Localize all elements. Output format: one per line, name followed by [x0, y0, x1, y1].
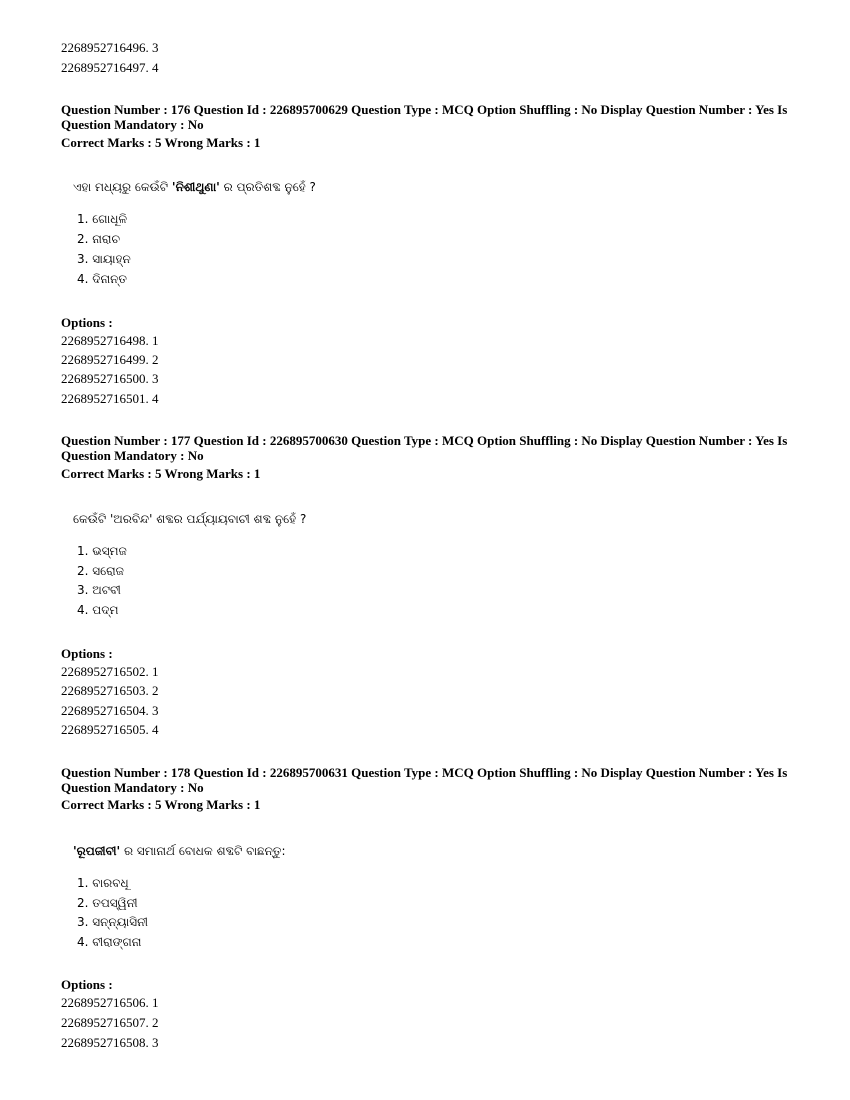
question-text: [73, 844, 286, 859]
option-number: 3: [152, 40, 159, 55]
option-id: 2268952716506: [61, 995, 146, 1010]
answer-choice: 3. ସନ୍ନ୍ୟାସିନୀ: [77, 915, 148, 929]
option-row: 2268952716503. 2: [61, 683, 159, 698]
question-text: [73, 180, 316, 195]
question-meta: [61, 433, 801, 463]
question-text: [73, 512, 306, 527]
question-text-part: ଏହା ମଧ୍ୟରୁ କେଉଁଟି: [73, 180, 172, 194]
question-text-part: ର ପ୍ରତିଶବ୍ଦ ନୁହେଁ ?: [219, 180, 316, 194]
option-id: 2268952716502: [61, 664, 146, 679]
option-number: 4: [152, 60, 159, 75]
option-row: 2268952716505. 4: [61, 722, 159, 737]
option-number: 3: [152, 703, 159, 718]
option-row: 2268952716497. 4: [61, 60, 159, 75]
option-id: 2268952716504: [61, 703, 146, 718]
option-id: 2268952716501: [61, 391, 146, 406]
option-number: 2: [152, 352, 159, 367]
option-row: 2268952716506. 1: [61, 995, 159, 1010]
question-text-part: କେଉଁଟି 'ଅରବିନ୍ଦ' ଶବ୍ଦର ପର୍ଯ୍ୟାୟବାଚୀ ଶବ୍ଦ ନୁହେଁ ?: [73, 512, 307, 526]
answer-choice: 4. ଦିନାନ୍ତ: [77, 272, 127, 286]
options-label: Options :: [61, 977, 113, 992]
question-meta-line1: Question Number : 176 Question Id : 226895700629 Question Type : MCQ Option Shuffling : No Display Question Number : Yes Is: [61, 102, 788, 117]
answer-choice: 3. ସାୟାହ୍ନ: [77, 252, 131, 266]
option-id: 2268952716498: [61, 333, 146, 348]
question-marks: Correct Marks : 5 Wrong Marks : 1: [61, 135, 261, 150]
question-meta-line1: Question Number : 177 Question Id : 226895700630 Question Type : MCQ Option Shuffling : No Display Question Number : Yes Is: [61, 433, 788, 448]
option-row: 2268952716504. 3: [61, 703, 159, 718]
option-row: 2268952716496. 3: [61, 40, 159, 55]
option-row: 2268952716502. 1: [61, 664, 159, 679]
options-label: Options :: [61, 646, 113, 661]
option-row: 2268952716501. 4: [61, 391, 159, 406]
option-id: 2268952716503: [61, 683, 146, 698]
option-row: 2268952716508. 3: [61, 1035, 159, 1050]
option-id: 2268952716505: [61, 722, 146, 737]
option-id: 2268952716500: [61, 371, 146, 386]
answer-choice: 4. ପଦ୍ମ: [77, 603, 119, 617]
option-number: 4: [152, 391, 159, 406]
question-meta: [61, 102, 801, 132]
question-meta-line1: Question Number : 178 Question Id : 226895700631 Question Type : MCQ Option Shuffling : No Display Question Number : Yes Is: [61, 765, 788, 780]
option-number: 4: [152, 722, 159, 737]
question-marks: Correct Marks : 5 Wrong Marks : 1: [61, 797, 261, 812]
answer-choice: 1. ବାରବଧୂ: [77, 876, 129, 890]
option-number: 1: [152, 995, 159, 1010]
answer-choice: 4. ବୀରାଙ୍ଗନା: [77, 935, 142, 949]
option-number: 3: [152, 371, 159, 386]
option-id: 2268952716497: [61, 60, 146, 75]
answer-choice: 1. ଗୋଧୂଳି: [77, 212, 128, 226]
option-row: 2268952716499. 2: [61, 352, 159, 367]
question-meta: [61, 765, 801, 795]
question-text-emphasis: 'ରୂପଜୀବୀ': [73, 844, 121, 858]
option-id: 2268952716499: [61, 352, 146, 367]
option-id: 2268952716508: [61, 1035, 146, 1050]
option-number: 3: [152, 1035, 159, 1050]
option-row: 2268952716500. 3: [61, 371, 159, 386]
question-meta-line2: Question Mandatory : No: [61, 780, 204, 795]
answer-choice: 2. ତପସ୍ୱିନୀ: [77, 896, 138, 910]
options-label: Options :: [61, 315, 113, 330]
question-text-emphasis: 'ନିଶୀଥୁଣା': [171, 180, 220, 194]
option-id: 2268952716496: [61, 40, 146, 55]
option-id: 2268952716507: [61, 1015, 146, 1030]
answer-choice: 2. ନାରାଚ: [77, 232, 120, 246]
option-number: 2: [152, 683, 159, 698]
option-number: 1: [152, 664, 159, 679]
question-marks: Correct Marks : 5 Wrong Marks : 1: [61, 466, 261, 481]
option-row: 2268952716507. 2: [61, 1015, 159, 1030]
question-meta-line2: Question Mandatory : No: [61, 117, 204, 132]
answer-choice: 3. ଅଟବୀ: [77, 583, 121, 597]
question-text-part: ର ସମାନାର୍ଥ ବୋଧକ ଶବ୍ଦଟି ବାଛନ୍ତୁ:: [120, 844, 286, 858]
answer-choice: 1. ଭସ୍ମଜ: [77, 544, 127, 558]
option-number: 2: [152, 1015, 159, 1030]
option-row: 2268952716498. 1: [61, 333, 159, 348]
answer-choice: 2. ସରୋଜ: [77, 564, 124, 578]
question-meta-line2: Question Mandatory : No: [61, 448, 204, 463]
option-number: 1: [152, 333, 159, 348]
